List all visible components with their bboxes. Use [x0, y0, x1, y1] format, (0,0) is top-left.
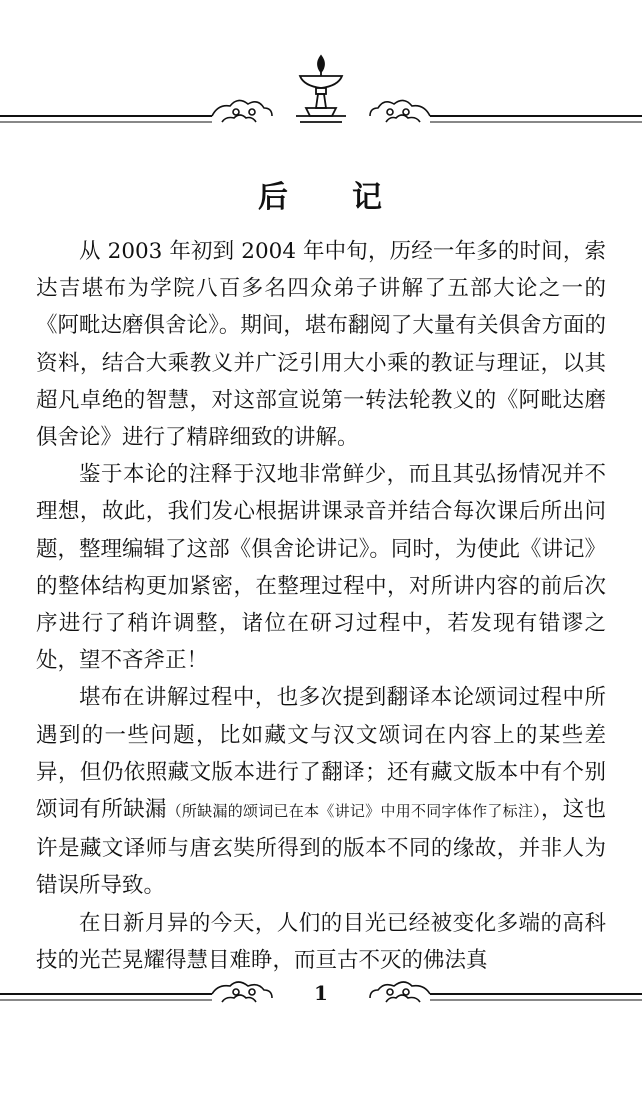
- body-text: [36, 233, 606, 979]
- paragraph-3-end: ，这也许是藏文译师与唐玄奘所得到的版本不同的缘故，并非人为错误所导致。: [36, 797, 606, 899]
- paragraph-3-main: 堪布在讲解过程中，也多次提到翻译本论颂词过程中所遇到的一些问题，比如藏文与汉文颂词在内容上的某些差异，但仍依照藏文版本进行了翻译；还有藏文版本中有个别颂词有所缺漏: [36, 685, 606, 823]
- butter-lamp-icon: [0, 52, 642, 132]
- paragraph-4: 在日新月异的今天，人们的目光已经被变化多端的高科技的光芒晃耀得慧目难睁，而亘古不灭的佛法真: [36, 910, 606, 973]
- paragraph-3: [36, 679, 606, 904]
- annotation-note: （所缺漏的颂词已在本《讲记》中用不同字体作了标注）: [166, 802, 541, 821]
- page-number: 1: [314, 981, 328, 1005]
- page-title: [0, 172, 642, 216]
- title-char-1: 后: [258, 180, 290, 215]
- paragraph-1: 从 2003 年初到 2004 年中旬，历经一年多的时间，索达吉堪布为学院八百多名四众弟子讲解了五部大论之一的《阿毗达磨俱舍论》。期间，堪布翻阅了大量有关俱舍方面的资料，结合大乘教义并广泛引用大小乘的教证与理证，以其超凡卓绝的智慧，对这部宣说第一转法轮教义的《阿毗达磨俱舍论》进行了精辟细致的讲解。: [36, 239, 606, 451]
- title-char-2: 记: [352, 180, 384, 215]
- header-ornament: [0, 52, 642, 132]
- paragraph-2: 鉴于本论的注释于汉地非常鲜少，而且其弘扬情况并不理想，故此，我们发心根据讲课录音并结合每次课后所出问题，整理编辑了这部《俱舍论讲记》。同时，为使此《讲记》的整体结构更加紧密，在整理过程中，对所讲内容的前后次序进行了稍许调整，诸位在研习过程中，若发现有错谬之处，望不吝斧正！: [36, 462, 606, 674]
